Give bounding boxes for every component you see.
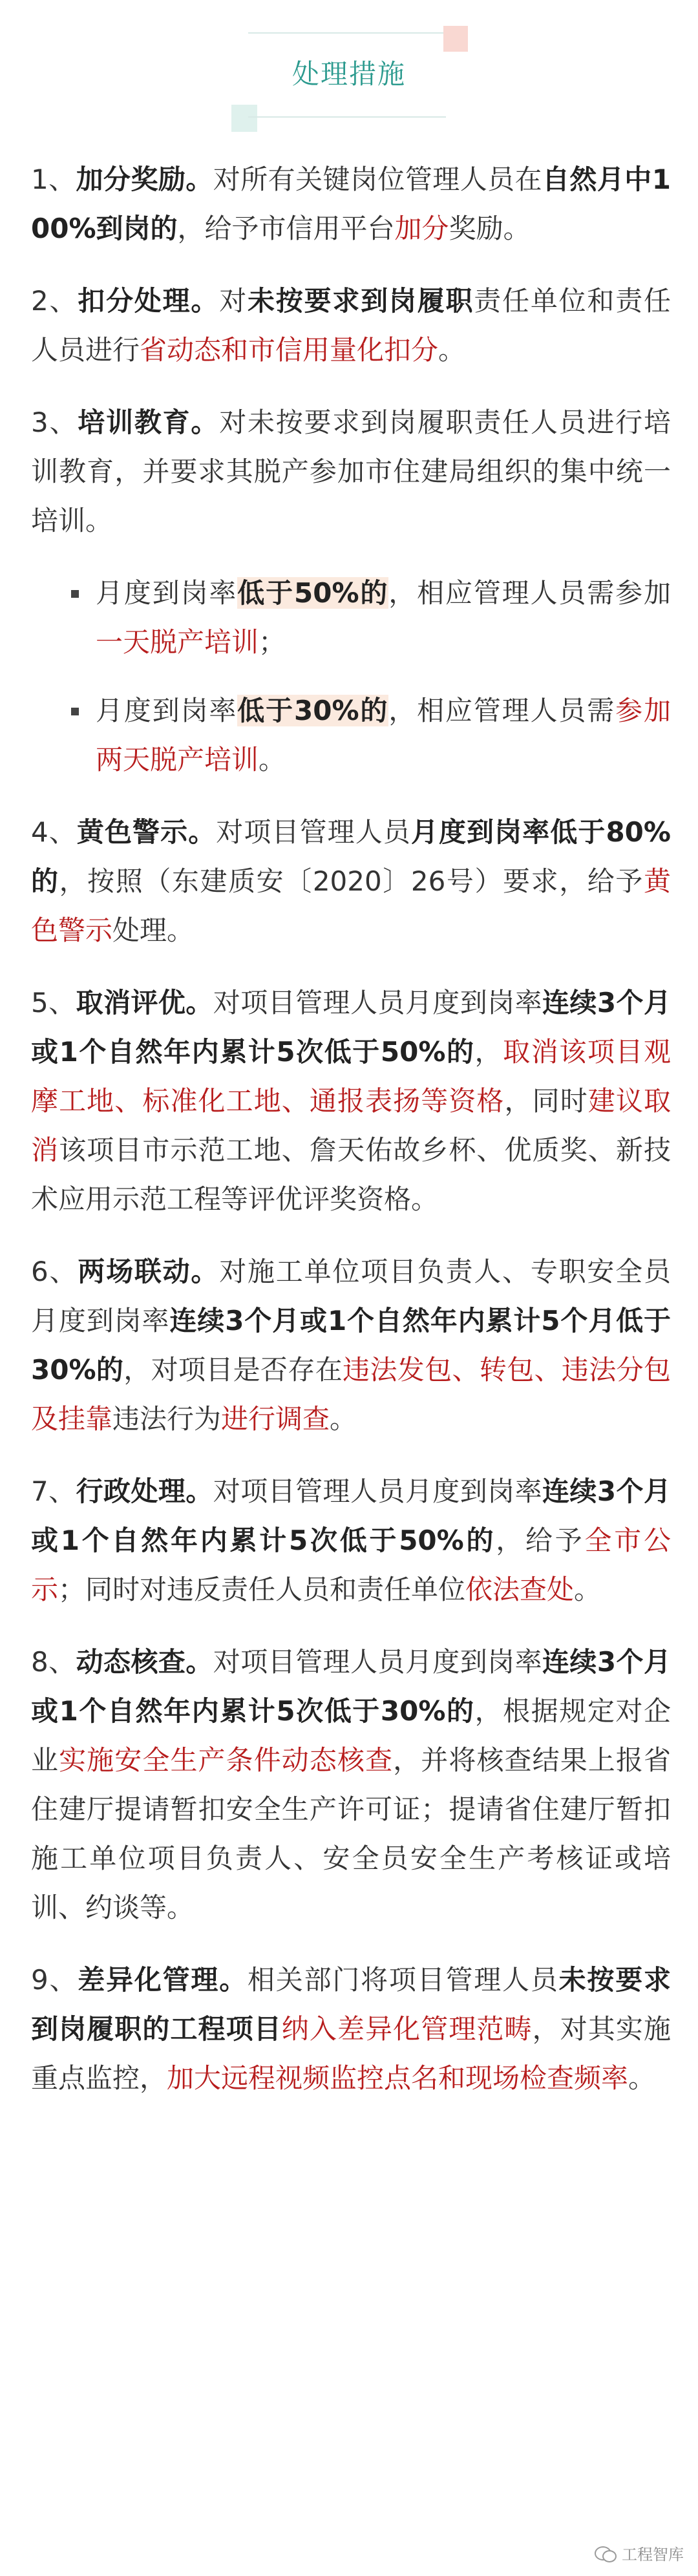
- emphasis-text: 自然月中100%到岗的: [31, 164, 671, 244]
- highlighted-penalty-text: 省动态和市信用量化扣分: [140, 334, 439, 366]
- body-text: 对项目管理人员月度到岗率: [213, 987, 542, 1019]
- measure-item-6: [31, 1247, 671, 1444]
- body-text: 处理。: [112, 914, 195, 946]
- highlighted-penalty-text: 取消该项目观摩工地、标准化工地、通报表扬等资格: [31, 1036, 671, 1117]
- measures-list: [31, 155, 671, 2126]
- body-text: 2、: [31, 285, 78, 317]
- body-text: 1、: [31, 164, 76, 195]
- body-text: 违法行为: [112, 1403, 222, 1435]
- body-text: ，同时: [504, 1085, 588, 1117]
- body-text: ；同时对违反责任人员和责任单位: [58, 1574, 466, 1605]
- emphasis-text: 连续3个月或1个自然年内累计5次低于30%的: [31, 1646, 671, 1727]
- body-text: 对施工单位项目负责人、专职安全员月度到岗率: [31, 1256, 671, 1336]
- highlighted-penalty-text: 纳入差异化管理范畴: [281, 2013, 533, 2045]
- measure-item-9: [31, 1956, 671, 2103]
- body-text: 对项目管理人员月度到岗率: [213, 1475, 542, 1507]
- body-text: 。: [330, 1403, 357, 1435]
- body-text: ，并将核查结果上报省住建厅提请暂扣安全生产许可证；提请省住建厅暂扣施工单位项目负责人、安全员安全生产考核证或培训、约谈等。: [31, 1744, 671, 1923]
- emphasis-text: 行政处理。: [76, 1475, 213, 1507]
- measure-item-8: [31, 1638, 671, 1932]
- emphasis-text: 连续3个月或1个自然年内累计5次低于50%的: [31, 987, 671, 1068]
- body-text: ；: [259, 626, 286, 658]
- measure-item-4: [31, 808, 671, 955]
- body-text: 。: [574, 1574, 602, 1605]
- body-text: 月度到岗率: [96, 577, 238, 609]
- highlighted-penalty-text: 违法发包、转包、违法分包及挂靠: [31, 1354, 671, 1435]
- emphasis-text: 差异化管理。: [78, 1964, 248, 1996]
- measure-item-1: [31, 155, 671, 253]
- emphasis-text: 月度到岗率低于80%的: [31, 816, 671, 897]
- body-text: ，相应管理人员需: [388, 695, 616, 726]
- highlighted-penalty-text: 依法查处: [465, 1574, 575, 1605]
- highlighted-penalty-text: 建议取消: [31, 1085, 671, 1166]
- emphasis-text: 未按要求到岗履职的工程项目: [31, 1964, 671, 2045]
- body-text: 4、: [31, 816, 77, 848]
- training-bullet-list: [31, 569, 671, 785]
- body-text: 5、: [31, 987, 76, 1019]
- highlighted-penalty-text: 黄色警示: [31, 865, 671, 946]
- wechat-icon: [595, 2545, 617, 2562]
- highlighted-penalty-text: 参加两天脱产培训: [96, 695, 671, 776]
- emphasis-text: 取消评优。: [76, 987, 213, 1019]
- body-text: ，: [474, 1036, 503, 1068]
- decorative-square-pink: [443, 26, 468, 52]
- body-text: ，给予市信用平台: [177, 213, 395, 244]
- measure-item-2: [31, 277, 671, 375]
- body-text: 。: [628, 2062, 656, 2094]
- body-text: ，相应管理人员需参加: [388, 577, 671, 609]
- body-text: 9、: [31, 1964, 78, 1996]
- emphasis-text: 未按要求到岗履职: [248, 285, 474, 317]
- emphasis-text: 培训教育。: [78, 406, 220, 438]
- bullet-square-icon: [71, 708, 79, 715]
- body-text: 3、: [31, 406, 78, 438]
- body-text: ，根据规定对企业: [31, 1695, 671, 1776]
- threshold-highlight: 低于50%的: [237, 577, 389, 609]
- body-text: 责任单位和责任人员进行: [31, 285, 671, 366]
- section-header: [0, 0, 698, 149]
- body-text: 对未按要求到岗履职责任人员进行培训教育，并要求其脱产参加市住建局组织的集中统一培训。: [31, 406, 671, 536]
- body-text: 。: [438, 334, 466, 366]
- body-text: 7、: [31, 1475, 76, 1507]
- emphasis-text: 黄色警示。: [76, 816, 217, 848]
- body-text: ，给予: [496, 1525, 585, 1556]
- body-text: 对所有关键岗位管理人员在: [213, 164, 542, 195]
- watermark-text: 工程智库: [622, 2546, 684, 2564]
- bullet-square-icon: [71, 590, 79, 598]
- emphasis-text: 两场联动。: [78, 1256, 220, 1287]
- highlighted-penalty-text: 进行调查: [221, 1403, 330, 1435]
- header-divider-top: [248, 32, 446, 34]
- body-text: ，对其实施重点监控，: [31, 2013, 671, 2094]
- body-text: ，对项目是否存在: [123, 1354, 343, 1386]
- emphasis-text: 加分奖励。: [76, 164, 213, 195]
- emphasis-text: 连续3个月或1个自然年内累计5次低于50%的: [31, 1475, 671, 1556]
- measure-item-7: [31, 1467, 671, 1614]
- emphasis-text: 扣分处理。: [78, 285, 220, 317]
- body-text: 对项目管理人员: [216, 816, 411, 848]
- training-bullet-item: [31, 569, 671, 667]
- measure-item-5: [31, 978, 671, 1224]
- highlighted-penalty-text: 实施安全生产条件动态核查: [59, 1744, 394, 1776]
- threshold-highlight: 低于30%的: [237, 695, 389, 726]
- highlighted-penalty-text: 全市公示: [31, 1525, 671, 1605]
- body-text: 该项目市示范工地、詹天佑故乡杯、优质奖、新技术应用示范工程等评优评奖资格。: [31, 1134, 671, 1215]
- body-text: 6、: [31, 1256, 78, 1287]
- header-divider-bottom: [248, 116, 446, 118]
- watermark: [595, 2542, 684, 2564]
- section-title: 处理措施: [291, 58, 406, 90]
- body-text: 奖励。: [449, 213, 531, 244]
- highlighted-penalty-text: 加大远程视频监控点名和现场检查频率: [167, 2062, 629, 2094]
- emphasis-text: 动态核查。: [76, 1646, 213, 1678]
- body-text: 。: [259, 744, 286, 776]
- emphasis-text: 连续3个月或1个自然年内累计5个月低于30%的: [31, 1305, 671, 1386]
- body-text: 月度到岗率: [96, 695, 238, 726]
- decorative-square-mint: [231, 105, 257, 132]
- body-text: 相关部门将项目管理人员: [248, 1964, 559, 1996]
- highlighted-penalty-text: 加分: [394, 213, 449, 244]
- body-text: 对: [219, 285, 248, 317]
- training-bullet-item: [31, 686, 671, 785]
- body-text: 对项目管理人员月度到岗率: [213, 1646, 542, 1678]
- body-text: ，按照（东建质安〔2020〕26号）要求，给予: [59, 865, 644, 897]
- highlighted-penalty-text: 一天脱产培训: [96, 626, 259, 658]
- measure-item-3: [31, 398, 671, 545]
- body-text: 8、: [31, 1646, 76, 1678]
